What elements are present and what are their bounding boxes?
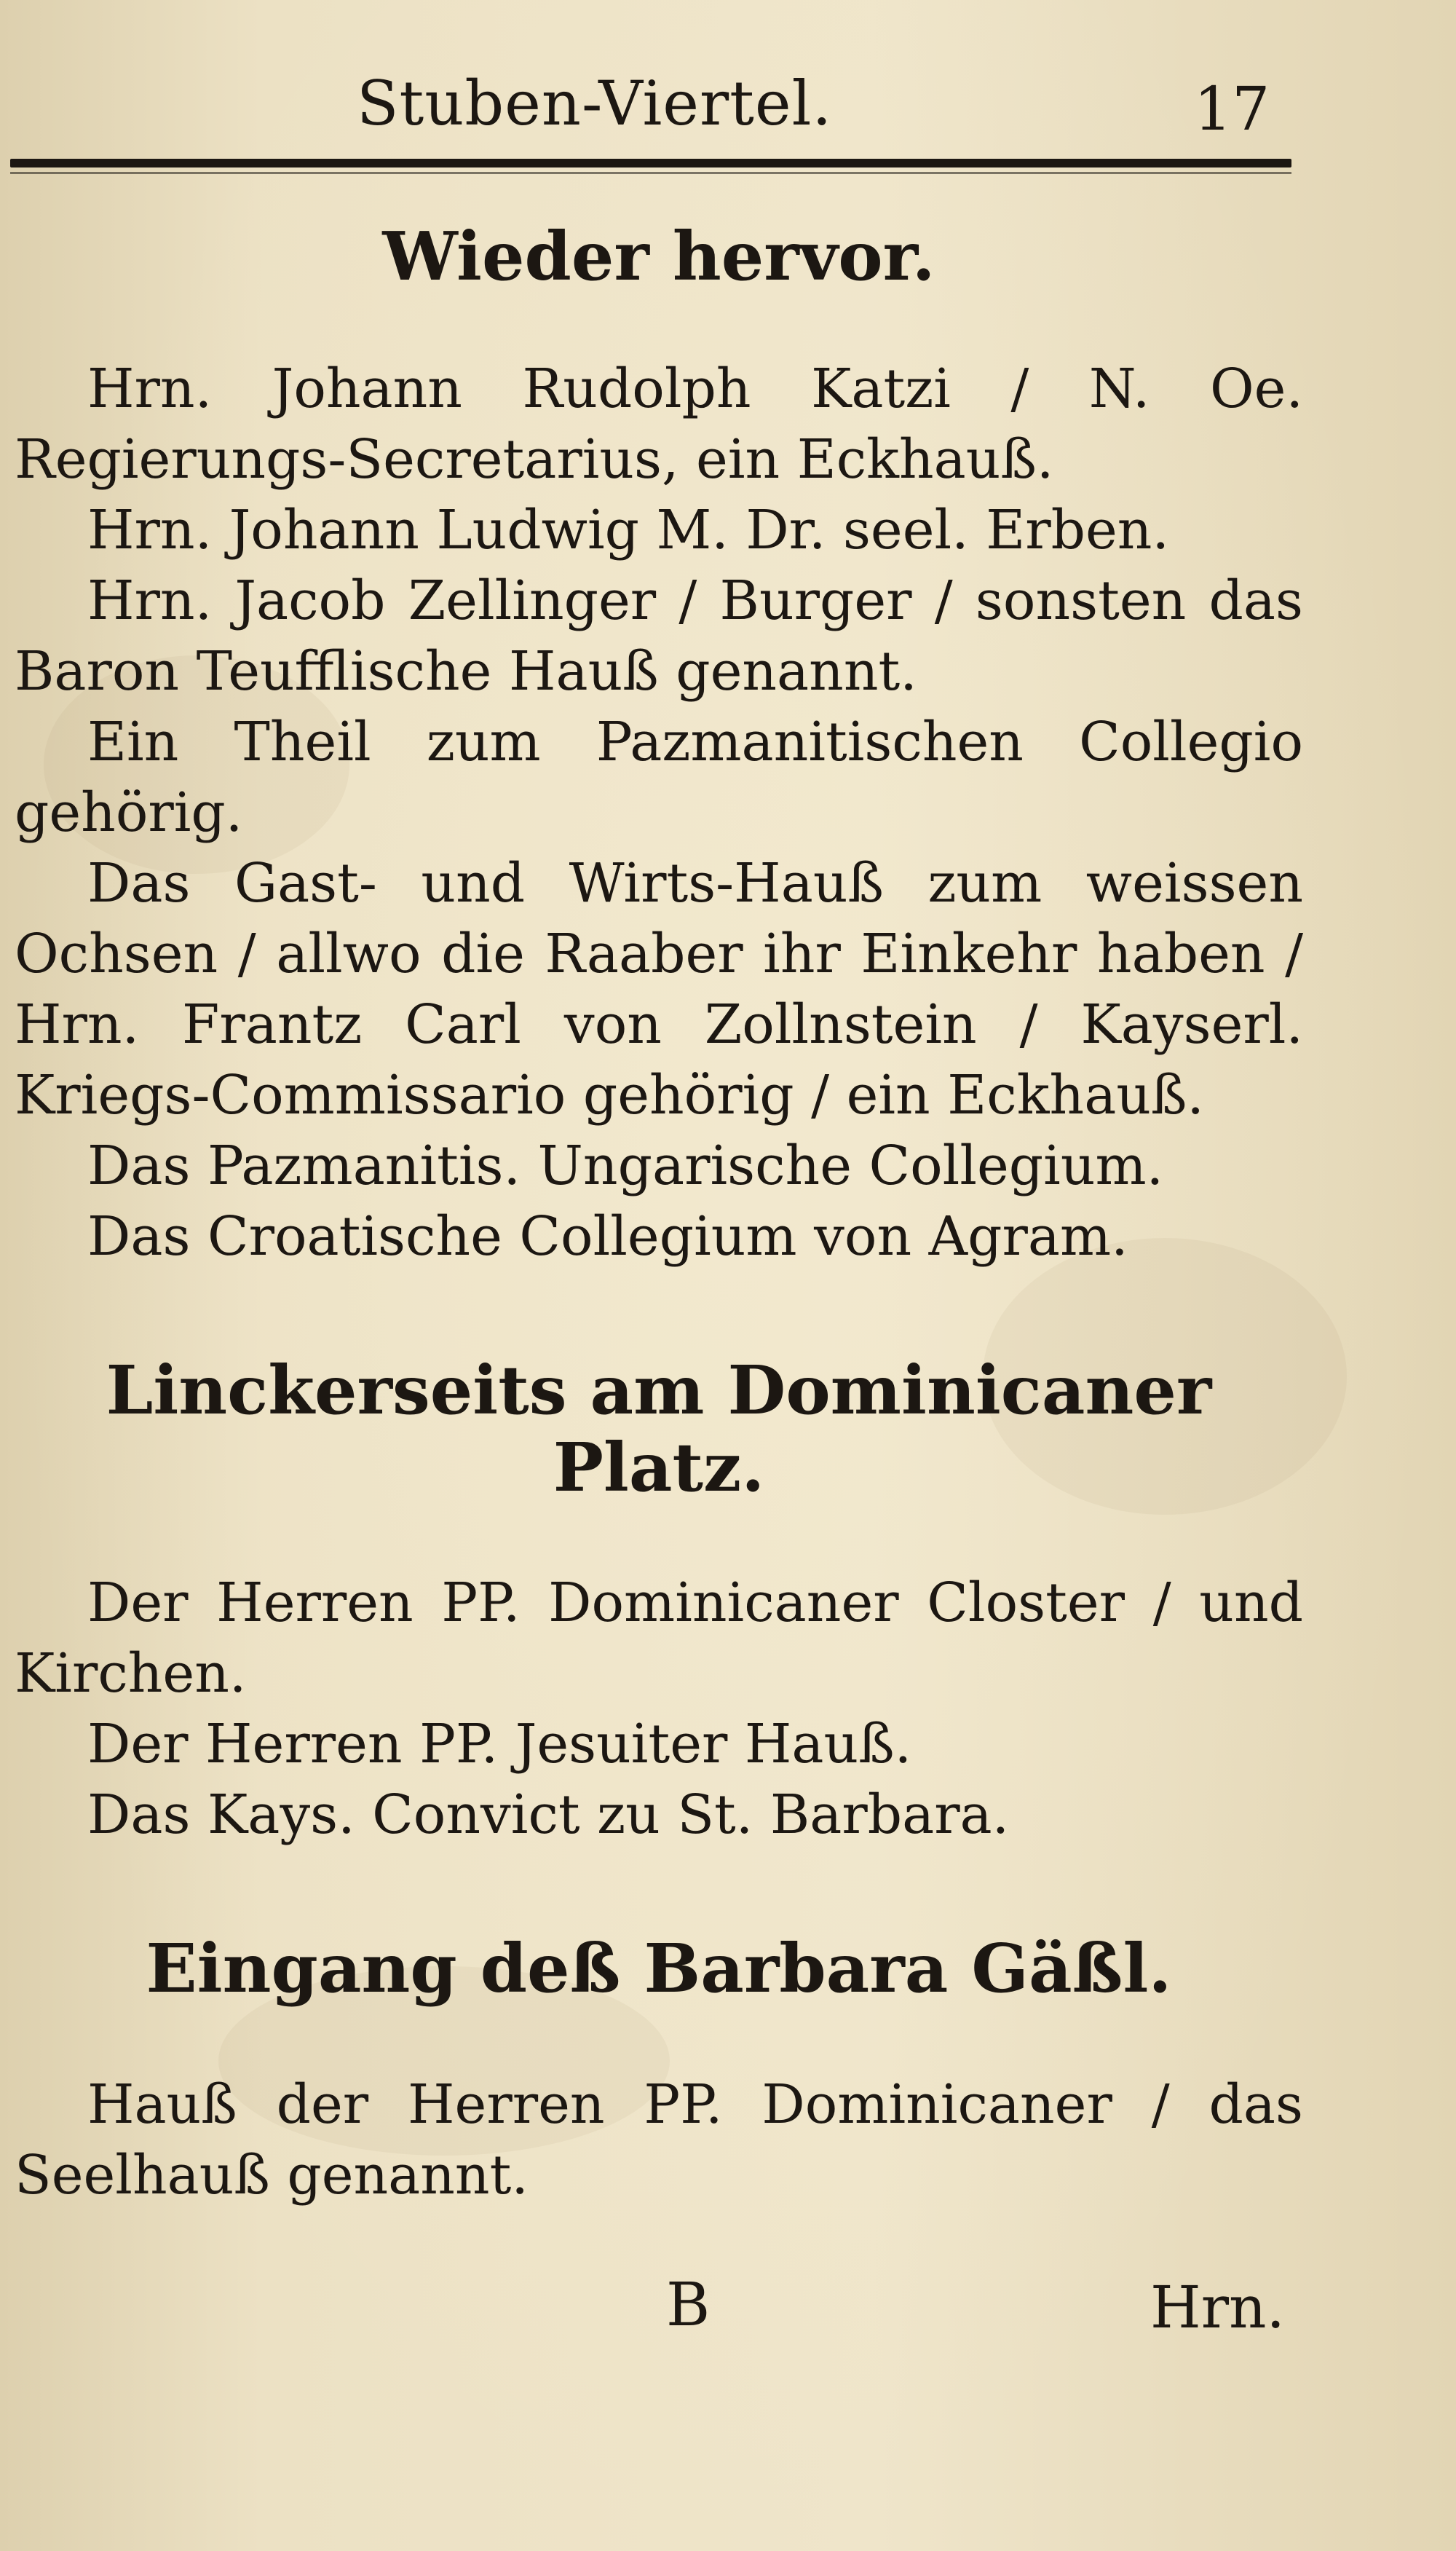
section-barbara-gaessl <box>15 1931 1303 2211</box>
section-heading: Eingang deß Barbara Gäßl. <box>146 1929 1172 2008</box>
section-wieder-hervor <box>15 218 1303 1272</box>
list-item: Das Pazmanitis. Ungarische Collegium. <box>87 1134 1164 1197</box>
list-item: Hrn. Johann Ludwig M. Dr. seel. Erben. <box>87 498 1169 561</box>
list-item: Hrn. Johann Rudolph Katzi / N. Oe. Regierungs-Secretarius, ein Eckhauß. <box>15 357 1303 491</box>
section-heading: Wieder hervor. <box>382 217 935 296</box>
list-item: Der Herren PP. Dominicaner Closter / und Kirchen. <box>15 1572 1303 1706</box>
catchword: Hrn. <box>1150 2274 1285 2341</box>
running-head: Stuben-Viertel. <box>357 68 833 139</box>
page-footer <box>0 2271 1456 2363</box>
page-content <box>15 218 1303 2211</box>
header-rule <box>10 159 1291 167</box>
list-item: Das Kays. Convict zu St. Barbara. <box>87 1783 1010 1847</box>
section-heading: Linckerseits am Dominicaner Platz. <box>106 1350 1212 1507</box>
page-header <box>0 44 1456 144</box>
list-item: Hrn. Jacob Zellinger / Burger / sonsten das Baron Teufflische Hauß genannt. <box>15 569 1303 703</box>
section-dominicaner-platz <box>15 1352 1303 1851</box>
page-number: 17 <box>1194 75 1270 144</box>
signature-mark: B <box>666 2271 711 2340</box>
list-item: Ein Theil zum Pazmanitischen Collegio gehörig. <box>15 710 1303 844</box>
list-item: Das Gast- und Wirts-Hauß zum weissen Ochsen / allwo die Raaber ihr Einkehr haben / Hrn. Frantz Carl von Zollnstein / Kayserl. Kriegs-Commissario gehörig / ein Eckhauß. <box>15 851 1303 1127</box>
list-item: Hauß der Herren PP. Dominicaner / das Seelhauß genannt. <box>15 2073 1303 2207</box>
list-item: Das Croatische Collegium von Agram. <box>87 1204 1128 1268</box>
list-item: Der Herren PP. Jesuiter Hauß. <box>87 1713 912 1776</box>
